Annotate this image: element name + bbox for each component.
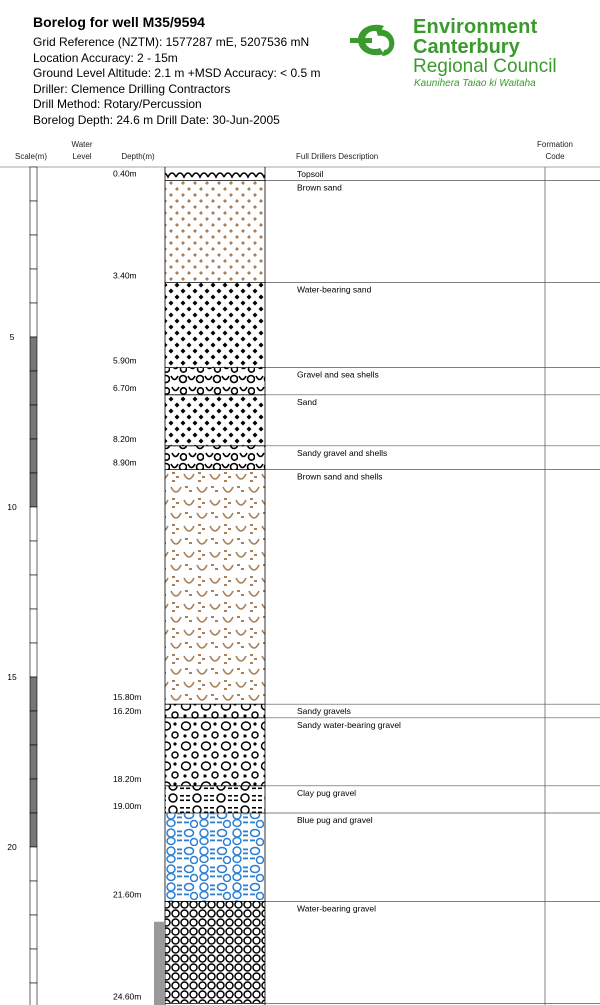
- scale-segment: [30, 949, 37, 983]
- scale-segment: [30, 303, 37, 337]
- location-accuracy: Location Accuracy: 2 - 15m: [33, 50, 178, 65]
- layer-description: Sand: [297, 396, 317, 407]
- scale-segment: [30, 813, 37, 847]
- scale-segment: [30, 337, 37, 371]
- depth-label: 5.90m: [113, 355, 137, 366]
- lithology-fill-1: [165, 167, 265, 181]
- ground-level-altitude: Ground Level Altitude: 2.1 m +MSD Accuracy: < 0.5 m: [33, 66, 321, 80]
- layer-description: Sandy gravels: [297, 706, 351, 717]
- depth-label: 24.60m: [113, 991, 142, 1002]
- depth-label: 15.80m: [113, 692, 142, 703]
- layer-description: Water-bearing sand: [297, 284, 372, 295]
- borelog-depth-date: Borelog Depth: 24.6 m Drill Date: 30-Jun-2005: [33, 112, 280, 127]
- layer-description: Clay pug gravel: [297, 787, 357, 798]
- depth-column-header: Depth(m): [121, 152, 155, 161]
- lithology-fill-7: [165, 470, 265, 705]
- lithology-fill-5: [165, 395, 265, 446]
- logo-line-2: Canterbury: [413, 36, 520, 58]
- borelog-title: Borelog for well M35/9594: [33, 14, 205, 30]
- scale-tick-label: 10: [7, 502, 17, 512]
- depth-label: 8.20m: [113, 433, 137, 444]
- scale-segment: [30, 847, 37, 881]
- scale-segment: [30, 779, 37, 813]
- lithology-fill-6: [165, 446, 265, 470]
- scale-segment: [30, 235, 37, 269]
- lithology-fill-9: [165, 718, 265, 786]
- scale-segment: [30, 473, 37, 507]
- drill-method: Drill Method: Rotary/Percussion: [33, 97, 202, 111]
- depth-label: 16.20m: [113, 705, 142, 716]
- lithology-fill-3: [165, 283, 265, 368]
- water-level-header-1: Water: [71, 140, 93, 149]
- scale-segment: [30, 983, 37, 1005]
- layer-description: Brown sand: [297, 182, 342, 193]
- lithology-fill-12: [165, 901, 265, 1003]
- layer-description: Brown sand and shells: [297, 471, 383, 482]
- scale-segment: [30, 881, 37, 915]
- driller: Driller: Clemence Drilling Contractors: [33, 81, 231, 96]
- scale-tick-label: 15: [7, 672, 17, 682]
- scale-segment: [30, 405, 37, 439]
- layer-description: Gravel and sea shells: [297, 369, 379, 380]
- scale-segment: [30, 609, 37, 643]
- lithology-fill-8: [165, 704, 265, 718]
- scale-segment: [30, 507, 37, 541]
- logo-tagline: Kaunihera Taiao ki Waitaha: [414, 78, 536, 89]
- depth-label: 8.90m: [113, 457, 137, 468]
- lithology-fill-4: [165, 368, 265, 395]
- lithology-fill-2: [165, 181, 265, 283]
- scale-segment: [30, 201, 37, 235]
- scale-tick-label: 5: [9, 332, 15, 342]
- depth-label: 0.40m: [113, 168, 137, 179]
- water-level-header-2: Level: [72, 152, 92, 161]
- scale-segment: [30, 745, 37, 779]
- lithology-fill-10: [165, 786, 265, 813]
- depth-label: 6.70m: [113, 382, 137, 393]
- layer-description: Topsoil: [297, 169, 324, 179]
- formation-code-header-1: Formation: [536, 140, 573, 149]
- layer-description: Sandy gravel and shells: [297, 447, 388, 458]
- scale-segment: [30, 371, 37, 405]
- description-column-header: Full Drillers Description: [296, 152, 379, 161]
- scale-segment: [30, 711, 37, 745]
- logo-line-1: Environment: [413, 16, 538, 38]
- depth-label: 3.40m: [113, 270, 137, 281]
- scale-column-header: Scale(m): [14, 152, 47, 161]
- depth-label: 19.00m: [113, 801, 142, 811]
- scale-segment: [30, 643, 37, 677]
- scale-segment: [30, 269, 37, 303]
- layer-description: Blue pug and gravel: [297, 815, 373, 825]
- depth-label: 18.20m: [113, 773, 142, 784]
- layer-description: Water-bearing gravel: [297, 903, 377, 914]
- grid-reference: Grid Reference (NZTM): 1577287 mE, 5207536 mN: [33, 35, 310, 49]
- scale-segment: [30, 541, 37, 575]
- layer-description: Sandy water-bearing gravel: [297, 719, 401, 730]
- scale-segment: [30, 167, 37, 201]
- lithology-fill-11: [165, 813, 265, 901]
- scale-segment: [30, 915, 37, 949]
- scale-segment: [30, 439, 37, 473]
- logo-line-3: Regional Council: [413, 56, 557, 77]
- depth-label: 21.60m: [113, 889, 142, 900]
- scale-segment: [30, 575, 37, 609]
- formation-code-header-2: Code: [545, 152, 565, 161]
- scale-tick-label: 20: [7, 842, 17, 852]
- scale-segment: [30, 677, 37, 711]
